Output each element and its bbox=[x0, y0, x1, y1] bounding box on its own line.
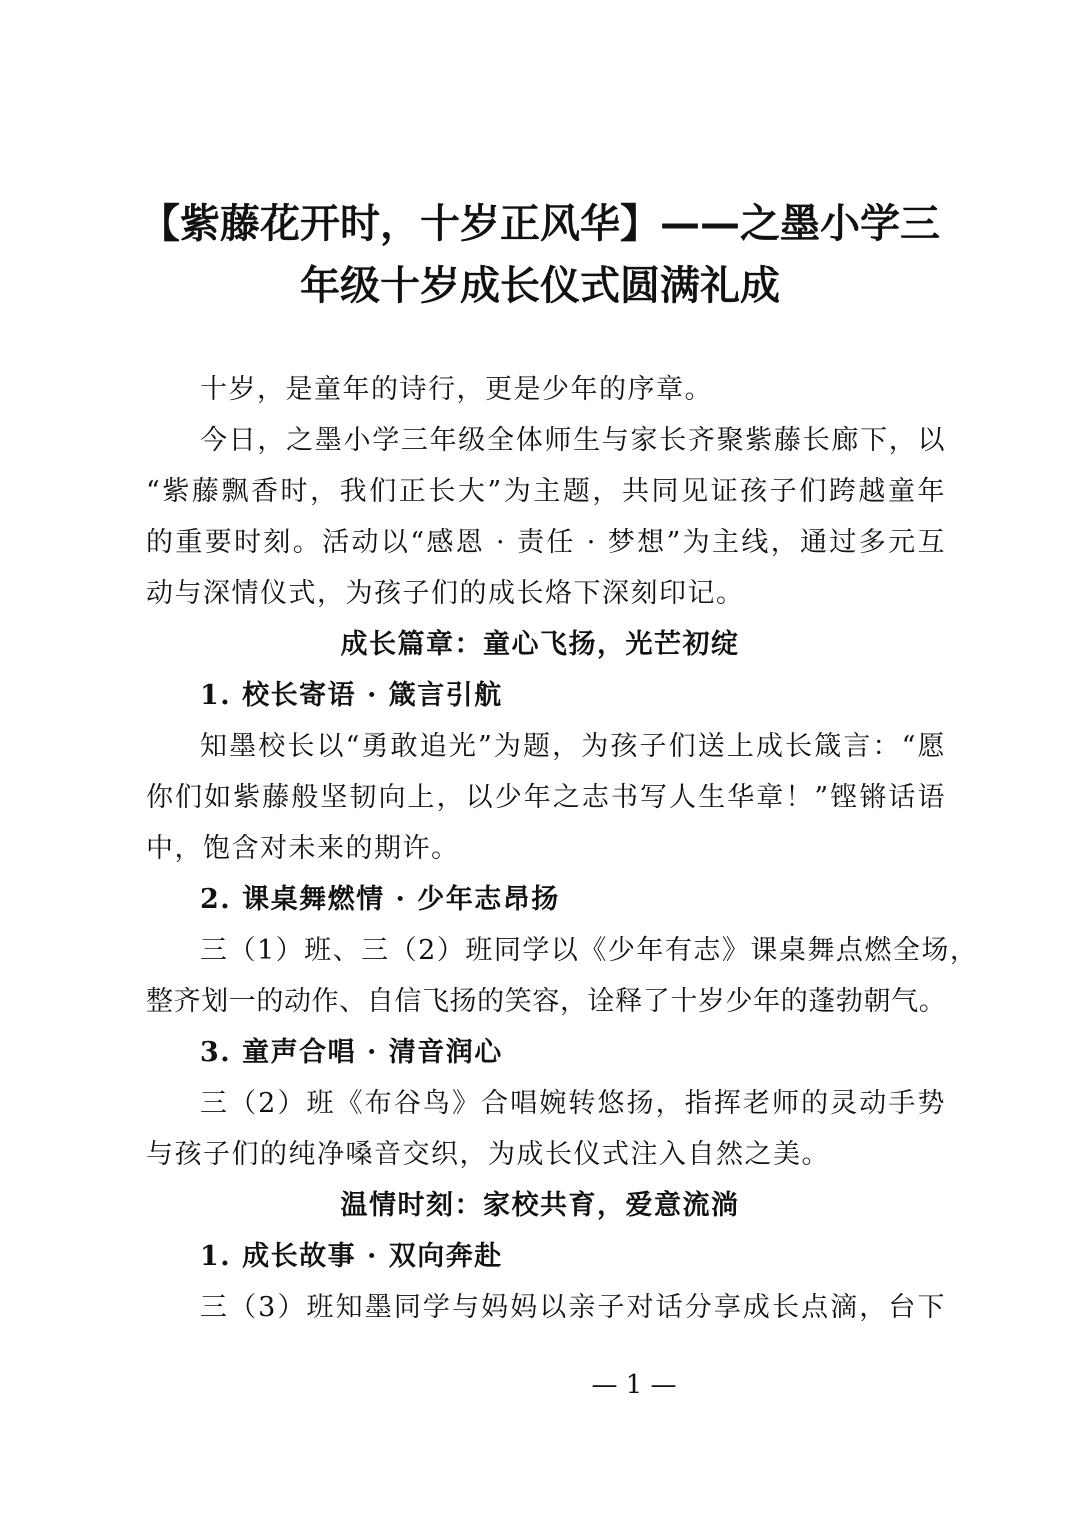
choir-line-1: 三（2）班《布谷鸟》合唱婉转悠扬，指挥老师的灵动手势 bbox=[200, 1088, 946, 1119]
growth-story-line-1: 三（3）班知墨同学与妈妈以亲子对话分享成长点滴，台下 bbox=[200, 1292, 946, 1323]
desk-dance-line-2: 整齐划一的动作、自信飞扬的笑容，诠释了十岁少年的蓬勃朝气。 bbox=[146, 986, 946, 1017]
page-number: — 1 — bbox=[591, 1370, 677, 1400]
desk-dance-line-1: 三（1）班、三（2）班同学以《少年有志》课桌舞点燃全场， bbox=[200, 935, 979, 966]
subheading-growth-story: 1. 成长故事 · 双向奔赴 bbox=[200, 1241, 503, 1272]
principal-message-line-1: 知墨校长以“勇敢追光”为题，为孩子们送上成长箴言：“愿 bbox=[200, 731, 946, 762]
principal-message-line-2: 你们如紫藤般坚韧向上，以少年之志书写人生华章！”铿锵话语 bbox=[146, 782, 946, 813]
subheading-principal-message: 1. 校长寄语 · 箴言引航 bbox=[200, 680, 503, 711]
section-heading-growth: 成长篇章：童心飞扬，光芒初绽 bbox=[340, 629, 740, 660]
intro-paragraph-2-line-4: 动与深情仪式，为孩子们的成长烙下深刻印记。 bbox=[146, 578, 745, 609]
subheading-desk-dance: 2. 课桌舞燃情 · 少年志昂扬 bbox=[200, 884, 560, 915]
section-heading-warm-moments: 温情时刻：家校共育，爱意流淌 bbox=[340, 1190, 740, 1221]
intro-paragraph-2-line-3: 的重要时刻。活动以“感恩 · 责任 · 梦想”为主线，通过多元互 bbox=[146, 527, 946, 558]
document-title-line-1: 【紫藤花开时，十岁正风华】——之墨小学三 bbox=[140, 201, 940, 247]
subheading-choir: 3. 童声合唱 · 清音润心 bbox=[200, 1037, 503, 1068]
choir-line-2: 与孩子们的纯净嗓音交织，为成长仪式注入自然之美。 bbox=[146, 1139, 830, 1170]
intro-paragraph-2-line-2: “紫藤飘香时，我们正长大”为主题，共同见证孩子们跨越童年 bbox=[146, 476, 946, 507]
document-title-line-2: 年级十岁成长仪式圆满礼成 bbox=[300, 263, 780, 309]
principal-message-line-3: 中，饱含对未来的期许。 bbox=[146, 833, 460, 864]
intro-paragraph-2-line-1: 今日，之墨小学三年级全体师生与家长齐聚紫藤长廊下，以 bbox=[200, 425, 946, 456]
intro-paragraph-1: 十岁，是童年的诗行，更是少年的序章。 bbox=[200, 374, 713, 405]
